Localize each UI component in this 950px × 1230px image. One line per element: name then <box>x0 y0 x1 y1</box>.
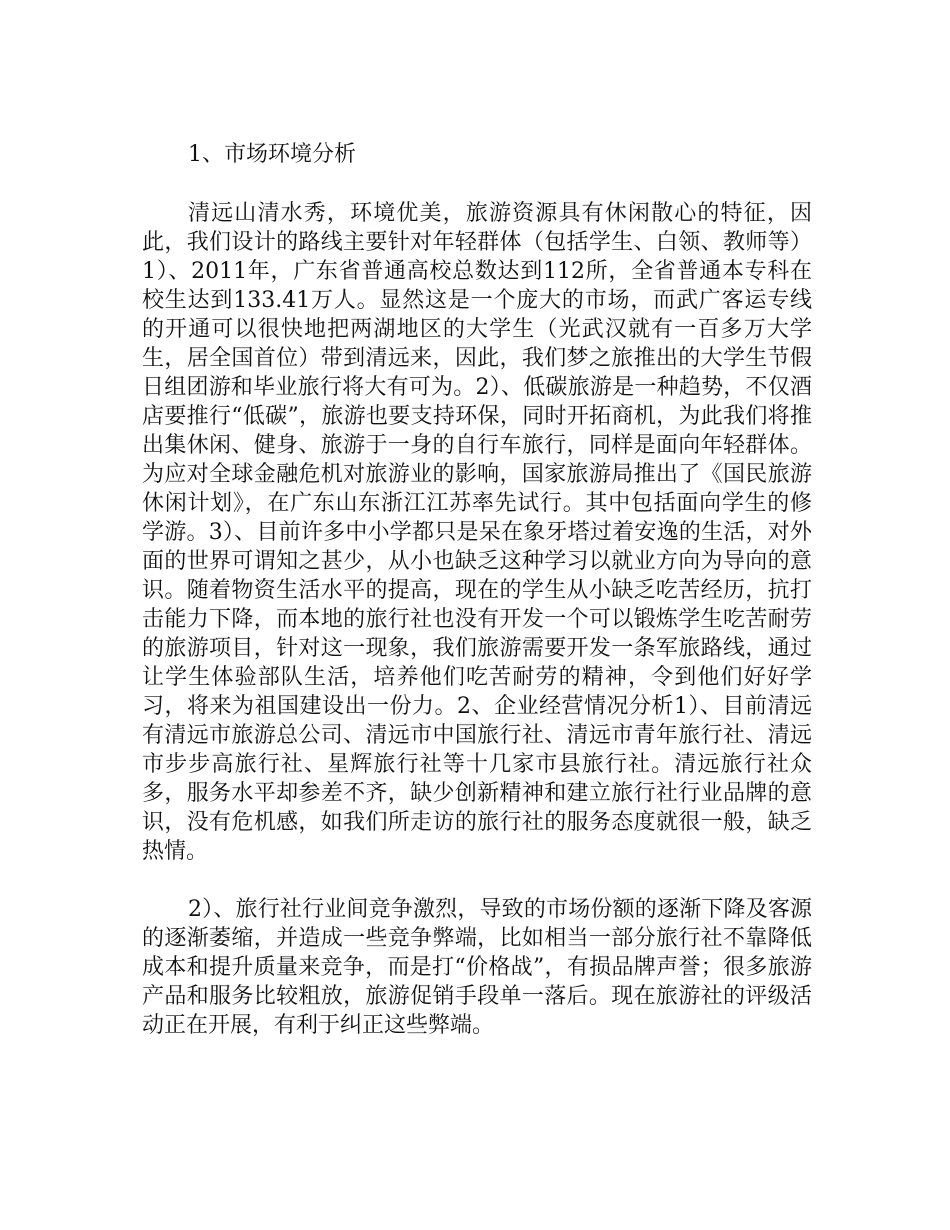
section-heading: 1、市场环境分析 <box>188 142 356 167</box>
paragraph-competition: 2）、旅行社行业间竞争激烈，导致的市场份额的逐渐下降及客源的逐渐萎缩，并造成一些竞争弊端，比如相当一部分旅行社不靠降低成本和提升质量来竞争，而是打“价格战”，有损品牌声誉；很多旅游产品和服务比较粗放，旅游促销手段单一落后。现在旅游社的评级活动正在开展，有利于纠正这些弊端。 <box>142 897 812 1038</box>
paragraph-market-analysis: 清远山清水秀，环境优美，旅游资源具有休闲散心的特征，因此，我们设计的路线主要针对年轻群体（包括学生、白领、教师等）1）、2011年，广东省普通高校总数达到112所，全省普通本专科在校生达到133.41万人。显然这是一个庞大的市场，而武广客运专线的开通可以很快地把两湖地区的大学生（光武汉就有一百多万大学生，居全国首位）带到清远来，因此，我们梦之旅推出的大学生节假日组团游和毕业旅行将大有可为。2）、低碳旅游是一种趋势，不仅酒店要推行“低碳”，旅游也要支持环保，同时开拓商机，为此我们将推出集休闲、健身、旅游于一身的自行车旅行，同样是面向年轻群体。为应对全球金融危机对旅游业的影响，国家旅游局推出了《国民旅游休闲计划》，在广东山东浙江江苏率先试行。其中包括面向学生的修学游。3）、目前许多中小学都只是呆在象牙塔过着安逸的生活，对外面的世界可谓知之甚少，从小也缺乏这种学习以就业方向为导向的意识。随着物资生活水平的提高，现在的学生从小缺乏吃苦经历，抗打击能力下降，而本地的旅行社也没有开发一个可以锻炼学生吃苦耐劳的旅游项目，针对这一现象，我们旅游需要开发一条军旅路线，通过让学生体验部队生活，培养他们吃苦耐劳的精神，令到他们好好学习，将来为祖国建设出一份力。2、企业经营情况分析1）、目前清远有清远市旅游总公司、清远市中国旅行社、清远市青年旅行社、清远市步步高旅行社、星辉旅行社等十几家市县旅行社。清远旅行社众多，服务水平却参差不齐，缺少创新精神和建立旅行社行业品牌的意识，没有危机感，如我们所走访的旅行社的服务态度就很一般，缺乏热情。 <box>142 201 812 864</box>
spacer <box>142 866 812 895</box>
document-body <box>142 140 812 1040</box>
spacer <box>142 169 812 199</box>
